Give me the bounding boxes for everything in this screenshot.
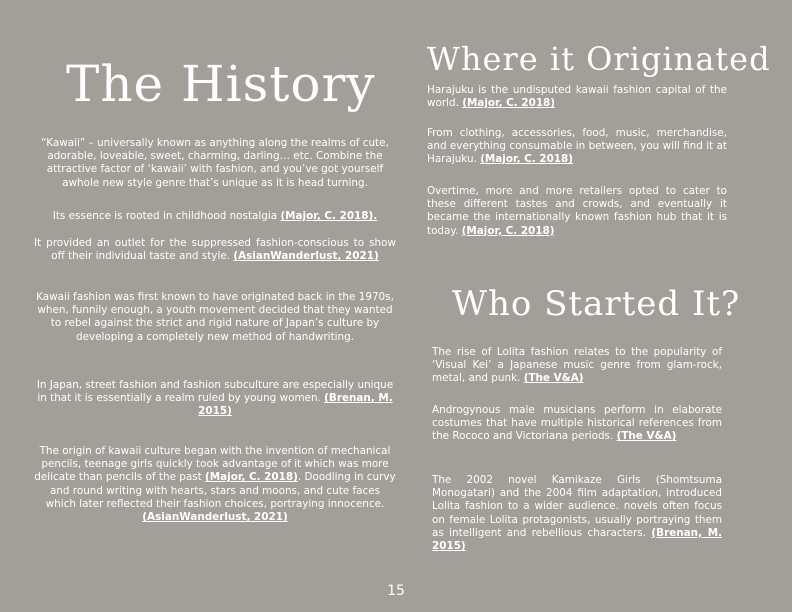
citation-link[interactable]: (Major, C. 2018) [462,97,556,110]
outlet-text: It provided an outlet for the suppressed fashion-conscious to show off their individual taste and style. [34,237,396,263]
origin-heading: Where it Originated [427,40,771,78]
citation-link[interactable]: (Brenan, M. 2015) [198,392,393,418]
citation-link[interactable]: (AsianWanderlust, 2021) [142,511,288,524]
started-paragraph-lolita [432,346,722,386]
history-paragraph-outlet [34,237,396,263]
pencils-text-continued: . Doodling in curvy and round writing with hearts, stars and moons, and cute faces which later reflected their fashion choices, portraying innocence. [45,471,396,510]
citation-link[interactable]: (The V&A) [523,372,584,385]
harajuku-text: Harajuku is the undisputed kawaii fashion capital of the world. [427,84,727,110]
started-paragraph-musicians [432,404,722,444]
started-heading: Who Started It? [452,284,741,324]
citation-link[interactable]: (Major, C. 2018) [480,153,574,166]
retailers-text: Overtime, more and more retailers opted to cater to these different tastes and crowds, and eventually it became the internationally known fashion hub that it is today. [427,185,727,237]
history-paragraph-essence [34,210,396,223]
started-paragraph-novel [432,474,722,553]
musicians-text: Androgynous male musicians perform in elaborate costumes that have multiple historical references from the Rococo and Victoriana periods. [432,404,722,443]
merchandise-text: From clothing, accessories, food, music, merchandise, and everything consumable in between, you will find it at Harajuku. [427,127,727,166]
citation-link[interactable]: (Major, C. 2018) [205,471,298,484]
origin-paragraph-merchandise [427,127,727,167]
essence-text: Its essence is rooted in childhood nostalgia [52,210,281,222]
origin-paragraph-retailers [427,185,727,238]
lolita-text: The rise of Lolita fashion relates to the popularity of ‘Visual Kei’ a Japanese music genre from glam-rock, metal, and punk. [432,346,722,385]
history-paragraph-intro: “Kawaii” – universally known as anything along the realms of cute, adorable, loveable, sweet, charming, darling… etc. Combine the attractive factor of ‘kawaii’ with fashion, and you’ve got yourself awhole new style genre that’s unique as it is head turning. [41,137,389,189]
citation-link[interactable]: (AsianWanderlust, 2021) [233,250,379,263]
citation-link[interactable]: (Major, C. 2018). [280,210,378,222]
origin-paragraph-harajuku [427,84,727,110]
citation-link[interactable]: (The V&A) [616,430,677,443]
novel-text: The 2002 novel Kamikaze Girls (Shomtsuma Monogatari) and the 2004 film adaptation, introduced Lolita fashion to a wider audience. novels often focus on female Lolita protagonists, usually portraying them as intelligent and rebellious characters. [432,474,722,539]
street-fashion-text: In Japan, street fashion and fashion subculture are especially unique in that it is essentially a realm ruled by young women. [36,379,394,405]
history-paragraph-street-fashion [34,379,396,419]
history-paragraph-origin-1970s: Kawaii fashion was first known to have originated back in the 1970s, when, funnily enough, a youth movement decided that they wanted to rebel against the strict and rigid nature of Japan’s culture by developing a completely new method of handwriting. [36,291,394,343]
page-number: 15 [387,583,405,599]
history-paragraph-pencils [34,445,396,524]
history-heading: The History [66,55,376,113]
citation-link[interactable]: (Brenan, M. 2015) [432,526,723,553]
pencils-text: The origin of kawaii culture began with the invention of mechanical pencils, teenage girls quickly took advantage of it which was more delicate than pencils of the past [34,445,391,484]
citation-link[interactable]: (Major, C. 2018) [461,224,555,237]
